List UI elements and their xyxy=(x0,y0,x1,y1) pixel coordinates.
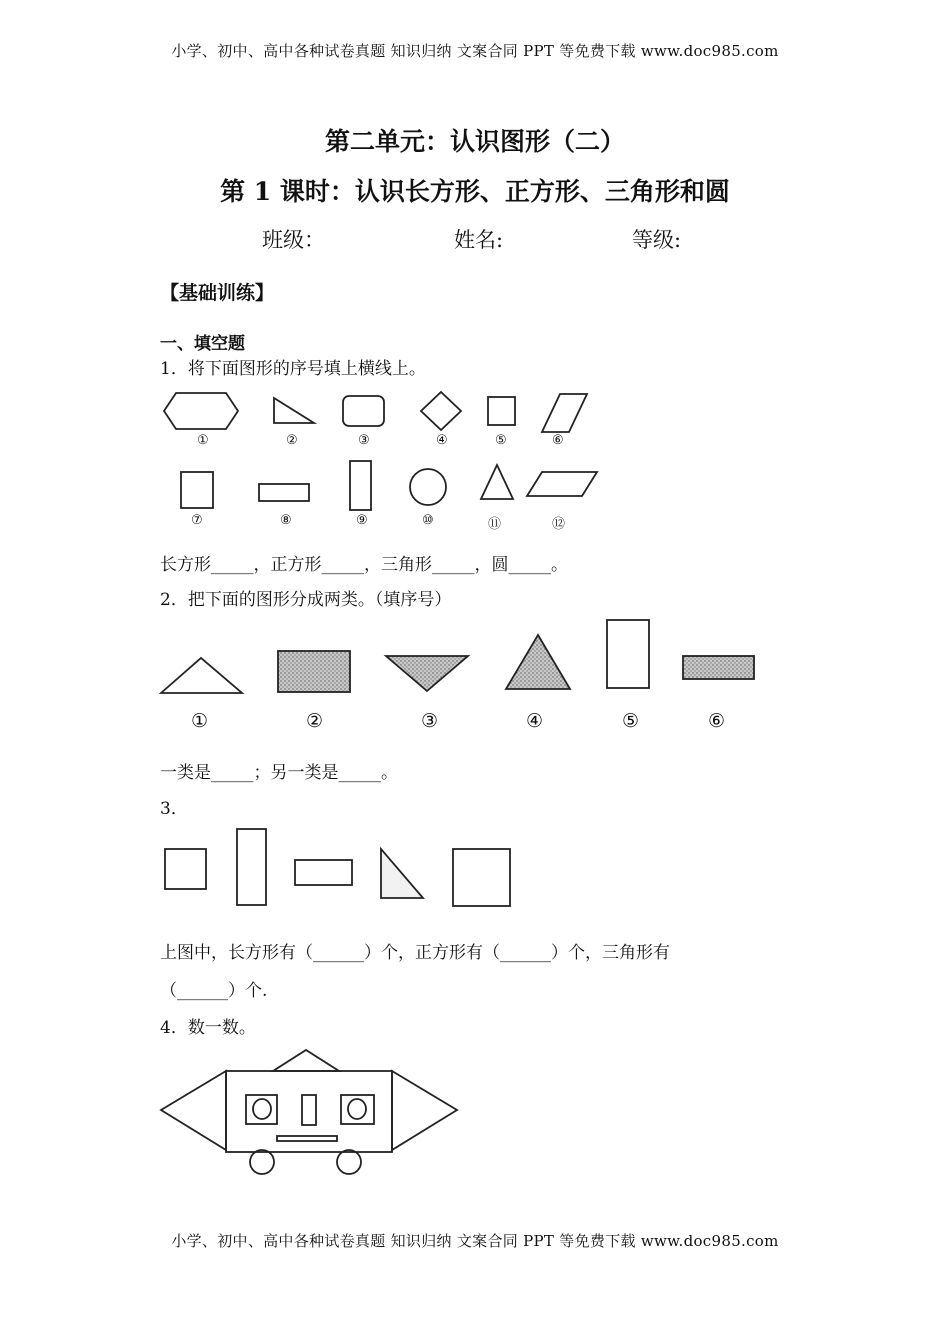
label: ⑧ xyxy=(280,513,292,528)
question-3-text: 3． xyxy=(160,799,188,819)
page-header: 小学、初中、高中各种试卷真题 知识归纳 文案合同 PPT 等免费下载 www.doc985.com xyxy=(171,42,779,60)
class-label: 班级： xyxy=(262,228,325,252)
label: ④ xyxy=(526,710,544,732)
section-heading: 【基础训练】 xyxy=(160,282,275,304)
body-rectangle xyxy=(226,1071,392,1152)
label: ⑩ xyxy=(422,513,434,528)
question-4-text: 4．数一数。 xyxy=(160,1018,256,1038)
label: ⑤ xyxy=(622,710,640,732)
label: ⑫ xyxy=(552,517,566,532)
name-label: 姓名: xyxy=(454,228,504,252)
grade-label: 等级: xyxy=(632,228,682,252)
left-window-circle xyxy=(253,1099,271,1119)
label: ② xyxy=(306,710,324,732)
left-wheel xyxy=(250,1150,274,1174)
bottom-bar xyxy=(277,1136,337,1141)
label: ⑥ xyxy=(708,710,726,732)
right-wheel xyxy=(337,1150,361,1174)
question-3-answer-line-1: 上图中，长方形有（______）个，正方形有（______）个，三角形有 xyxy=(160,943,670,963)
right-triangle xyxy=(392,1071,457,1150)
question-2-text: 2．把下面的图形分成两类。（填序号） xyxy=(160,590,452,610)
label: ⑤ xyxy=(495,433,507,448)
label: ① xyxy=(197,433,209,448)
part-heading: 一、填空题 xyxy=(160,334,245,354)
label: ② xyxy=(286,433,298,448)
page-footer: 小学、初中、高中各种试卷真题 知识归纳 文案合同 PPT 等免费下载 www.doc985.com xyxy=(171,1232,779,1250)
label: ③ xyxy=(358,433,370,448)
page-title: 第二单元：认识图形（二） xyxy=(324,127,625,156)
roof-triangle xyxy=(273,1050,339,1071)
label: ⑪ xyxy=(488,517,502,532)
middle-rectangle xyxy=(302,1095,316,1125)
question-1-answer: 长方形_____，正方形_____，三角形_____，圆_____。 xyxy=(160,555,568,575)
page-subtitle: 第 1 课时：认识长方形、正方形、三角形和圆 xyxy=(220,177,730,206)
label: ⑨ xyxy=(356,513,368,528)
label: ③ xyxy=(421,710,439,732)
label: ④ xyxy=(436,433,448,448)
label: ① xyxy=(191,710,209,732)
label: ⑦ xyxy=(191,513,203,528)
question-1-text: 1．将下面图形的序号填上横线上。 xyxy=(160,359,426,379)
label: ⑥ xyxy=(552,433,564,448)
question-3-answer-line-2: （______）个. xyxy=(160,981,268,1001)
question-2-answer: 一类是_____；另一类是_____。 xyxy=(160,763,398,783)
left-triangle xyxy=(161,1071,226,1150)
right-window-circle xyxy=(348,1099,366,1119)
